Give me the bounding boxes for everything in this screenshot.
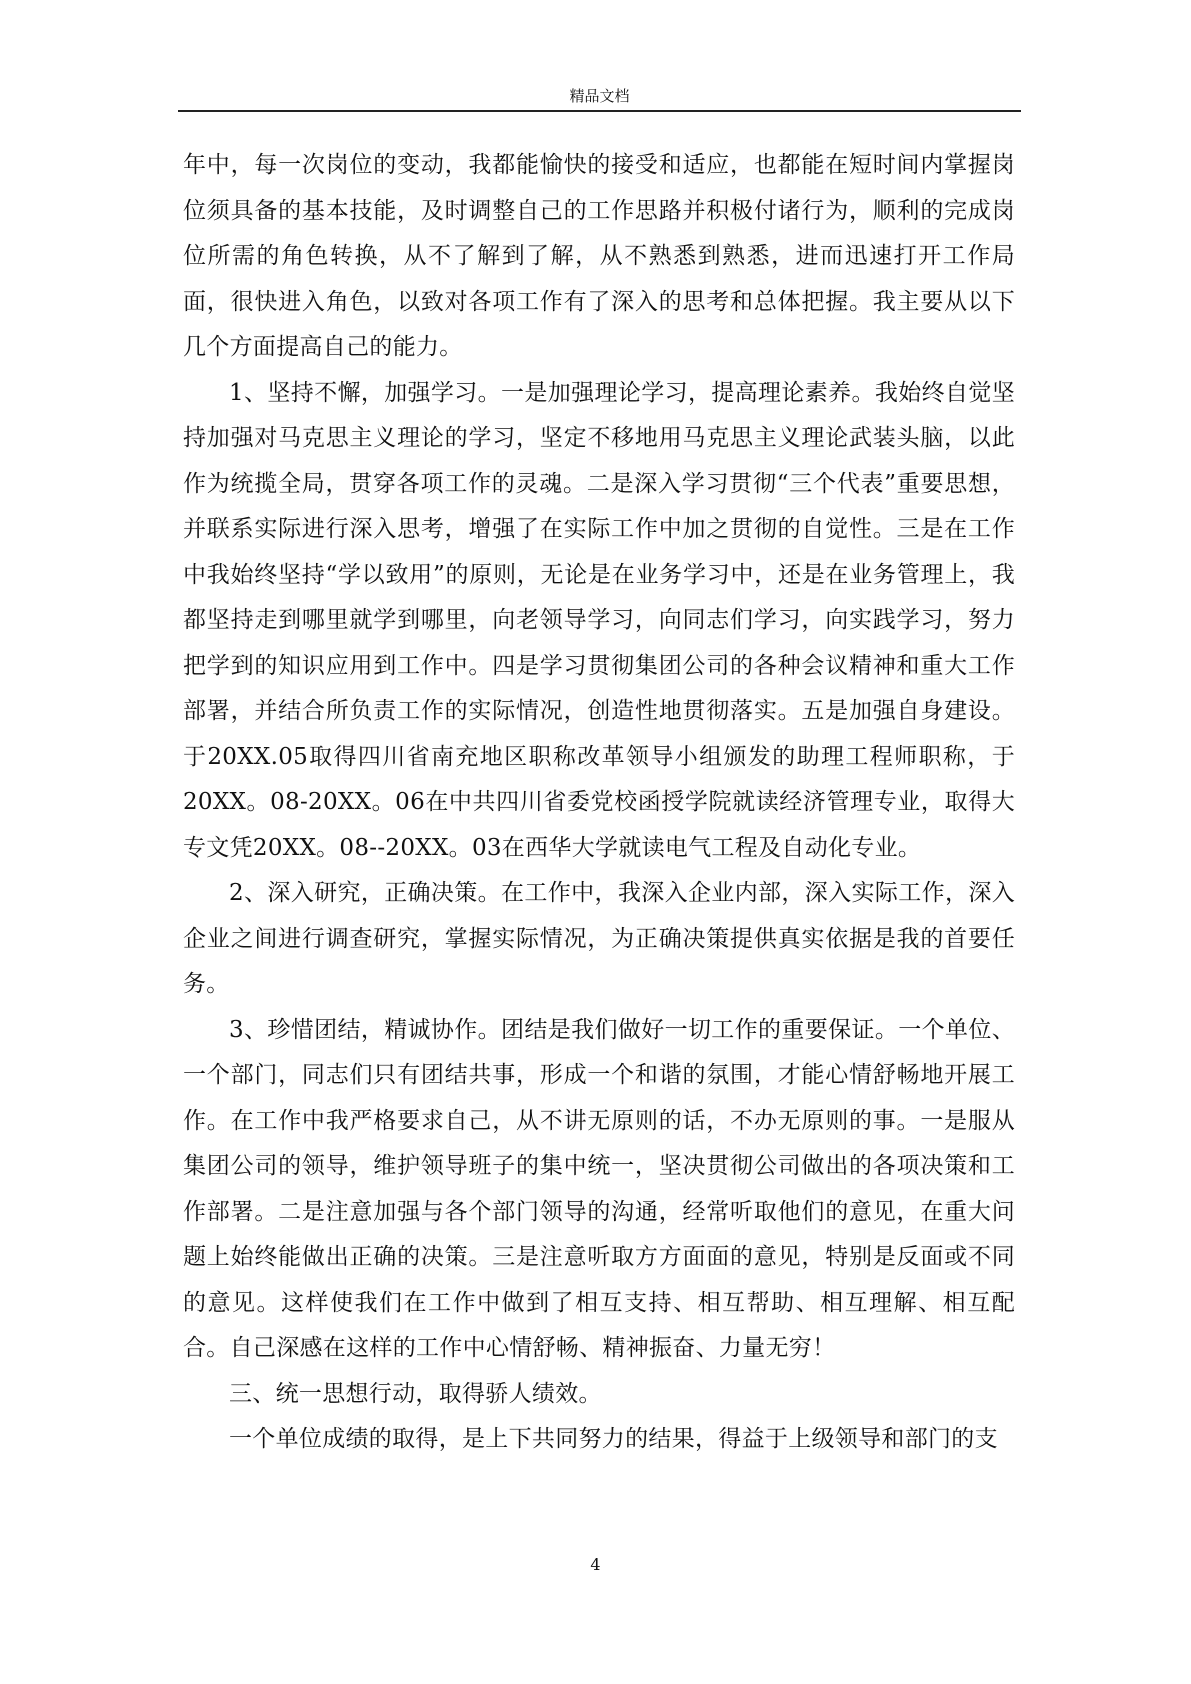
paragraph-unity: 3、珍惜团结，精诚协作。团结是我们做好一切工作的重要保证。一个单位、一个部门，同志们只有团结共事，形成一个和谐的氛围，才能心情舒畅地开展工作。在工作中我严格要求自己，从不讲无原则的话，不办无原则的事。一是服从集团公司的领导，维护领导班子的集中统一，坚决贯彻公司做出的各项决策和工作部署。二是注意加强与各个部门领导的沟通，经常听取他们的意见，在重大问题上始终能做出正确的决策。三是注意听取方方面面的意见，特别是反面或不同的意见。这样使我们在工作中做到了相互支持、相互帮助、相互理解、相互配合。自己深感在这样的工作中心情舒畅、精神振奋、力量无穷！: [183, 1016, 1015, 1361]
paragraph-research: 2、深入研究，正确决策。在工作中，我深入企业内部，深入实际工作，深入企业之间进行调查研究，掌握实际情况，为正确决策提供真实依据是我的首要任务。: [183, 880, 1015, 997]
paragraph-continued: 年中，每一次岗位的变动，我都能愉快的接受和适应，也都能在短时间内掌握岗位须具备的基本技能，及时调整自己的工作思路并积极付诸行为，顺利的完成岗位所需的角色转换，从不了解到了解，从不熟悉到熟悉，进而迅速打开工作局面，很快进入角色，以致对各项工作有了深入的思考和总体把握。我主要从以下几个方面提高自己的能力。: [183, 152, 1015, 360]
document-body: [183, 143, 1015, 1463]
paragraph-results: 一个单位成绩的取得，是上下共同努力的结果，得益于上级领导和部门的支: [229, 1426, 998, 1452]
page-header: 精品文档: [569, 87, 630, 105]
header-rule: [178, 110, 1021, 112]
section-heading: 三、统一思想行动，取得骄人绩效。: [229, 1380, 602, 1407]
paragraph-study: 1、坚持不懈，加强学习。一是加强理论学习，提高理论素养。我始终自觉坚持加强对马克思主义理论的学习，坚定不移地用马克思主义理论武装头脑，以此作为统揽全局，贯穿各项工作的灵魂。二是深入学习贯彻“三个代表”重要思想，并联系实际进行深入思考，增强了在实际工作中加之贯彻的自觉性。三是在工作中我始终坚持“学以致用”的原则，无论是在业务学习中，还是在业务管理上，我都坚持走到哪里就学到哪里，向老领导学习，向同志们学习，向实践学习，努力把学到的知识应用到工作中。四是学习贯彻集团公司的各种会议精神和重大工作部署，并结合所负责工作的实际情况，创造性地贯彻落实。五是加强自身建设。于20XX.05取得四川省南充地区职称改革领导小组颁发的助理工程师职称，于20XX。08-20XX。06在中共四川省委党校函授学院就读经济管理专业，取得大专文凭20XX。08--20XX。03在西华大学就读电气工程及自动化专业。: [183, 379, 1015, 861]
page-number: 4: [590, 1555, 601, 1574]
